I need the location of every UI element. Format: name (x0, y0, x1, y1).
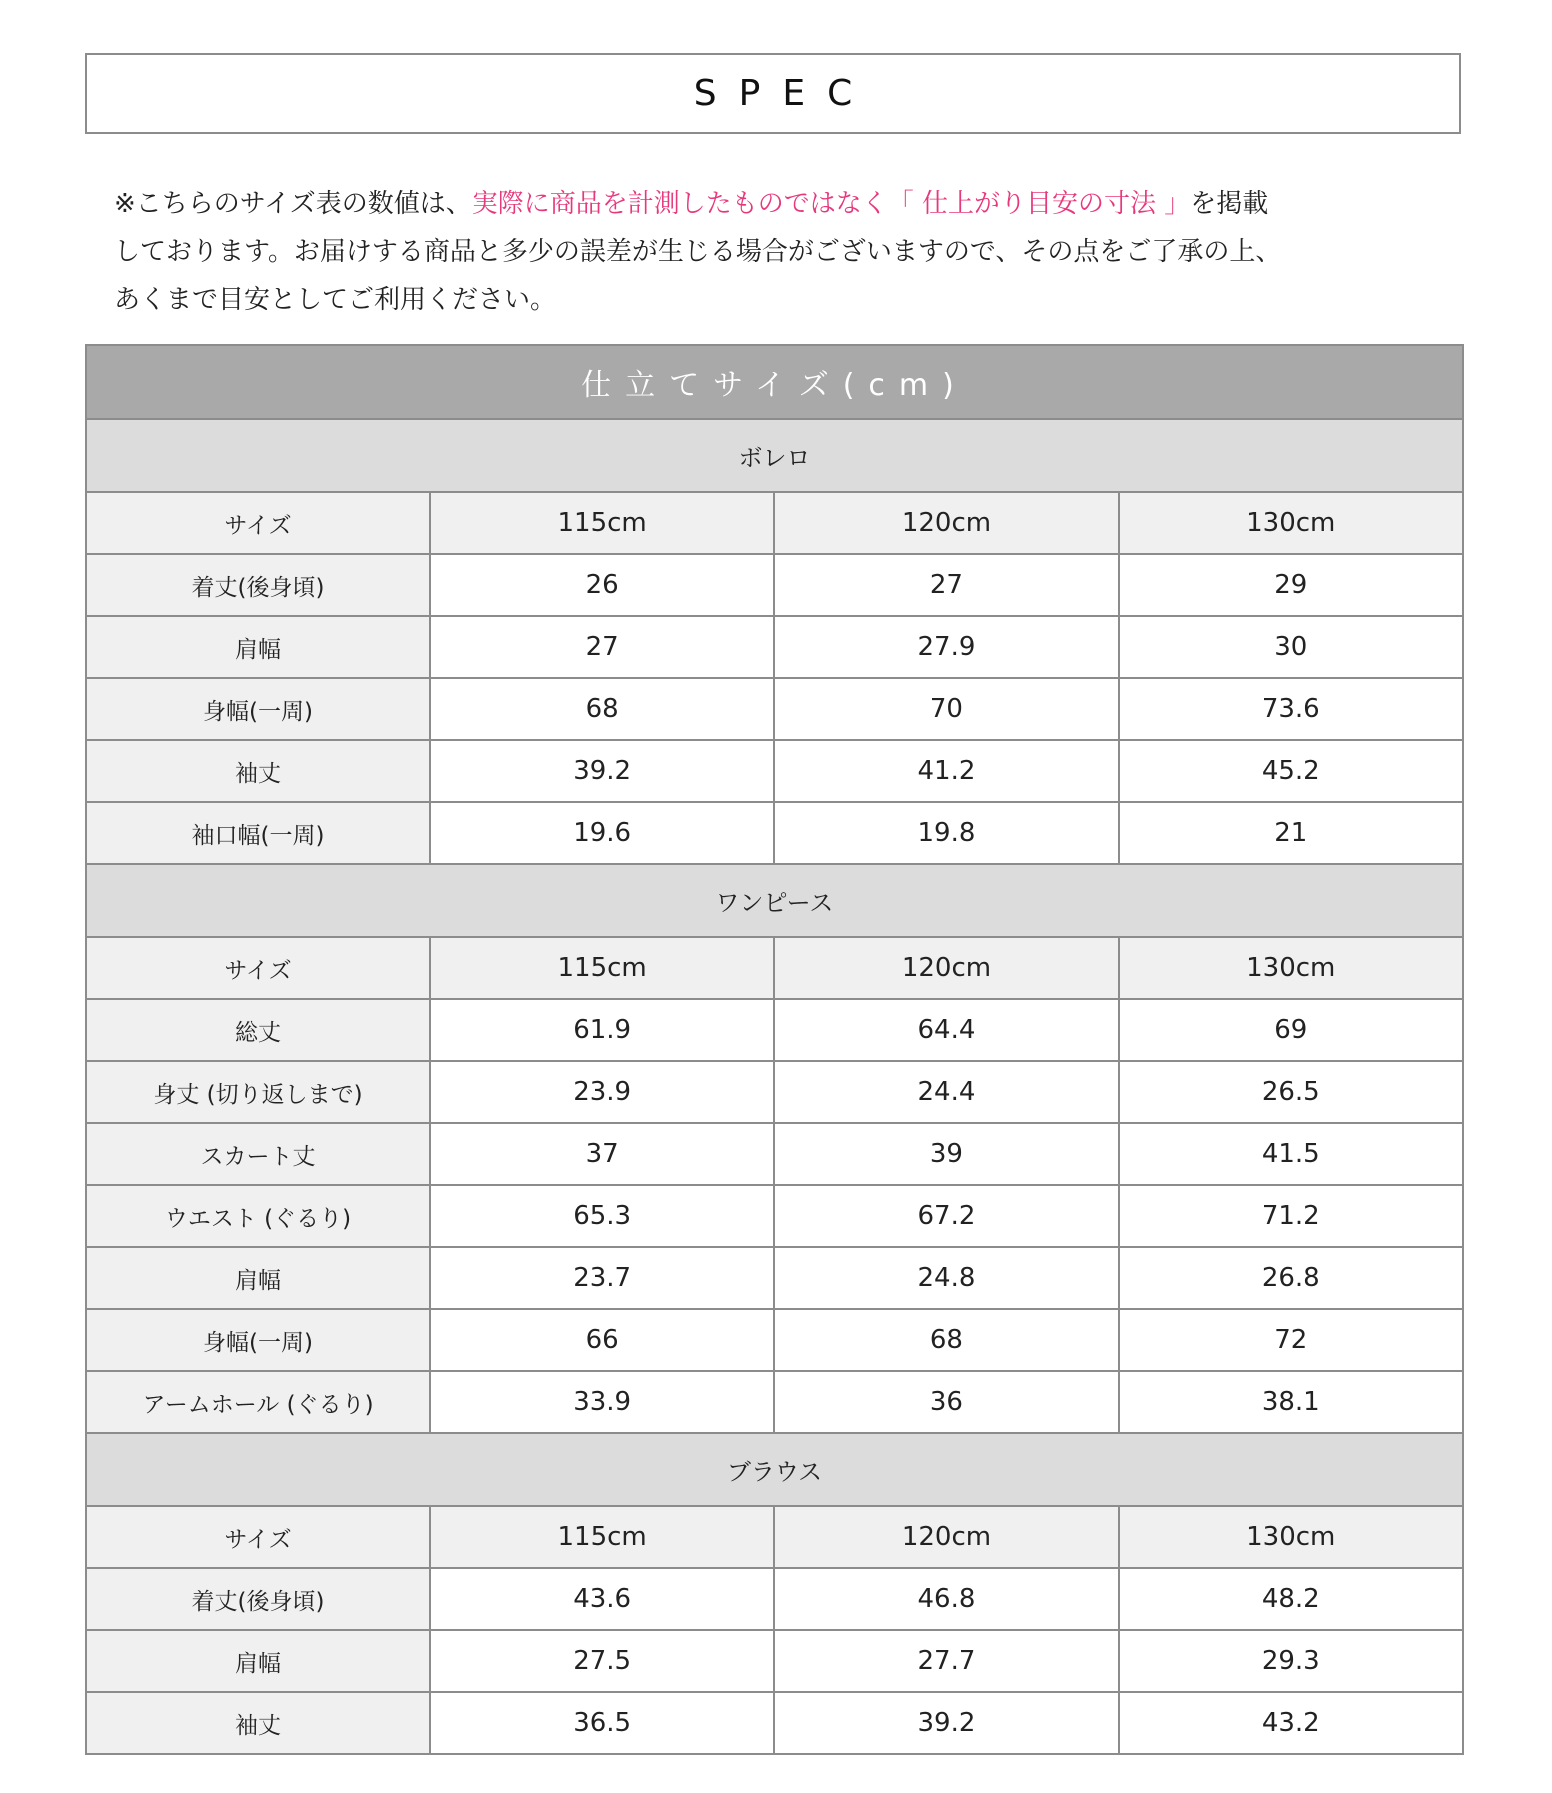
notice-line-1-post: を掲載 (1190, 189, 1269, 219)
row-label: 着丈(後身頃) (86, 554, 430, 616)
table-row (86, 1123, 1463, 1185)
table-row (86, 616, 1463, 678)
table-row (86, 740, 1463, 802)
row-label: 袖丈 (86, 740, 430, 802)
row-label: 身幅(一周) (86, 678, 430, 740)
table-row (86, 1185, 1463, 1247)
row-label: 袖丈 (86, 1692, 430, 1754)
measurement-cell: 41.2 (774, 740, 1118, 802)
row-label: サイズ (86, 1506, 430, 1568)
table-row (86, 1630, 1463, 1692)
section-header-row (86, 864, 1463, 937)
measurement-cell: 73.6 (1119, 678, 1463, 740)
measurement-cell: 24.4 (774, 1061, 1118, 1123)
row-label: 肩幅 (86, 616, 430, 678)
row-label: ウエスト (ぐるり) (86, 1185, 430, 1247)
measurement-cell: 27.9 (774, 616, 1118, 678)
row-label: アームホール (ぐるり) (86, 1371, 430, 1433)
measurement-cell: 61.9 (430, 999, 774, 1061)
measurement-cell: 21 (1119, 802, 1463, 864)
measurement-cell: 69 (1119, 999, 1463, 1061)
size-column-header: 115cm (430, 1506, 774, 1568)
size-notice (114, 180, 1454, 324)
measurement-cell: 23.9 (430, 1061, 774, 1123)
notice-line-2: しております。お届けする商品と多少の誤差が生じる場合がございますので、その点をご了承の上、 (114, 237, 1282, 267)
measurement-cell: 26 (430, 554, 774, 616)
size-header-row (86, 937, 1463, 999)
measurement-cell: 72 (1119, 1309, 1463, 1371)
table-main-header: 仕立てサイズ(cm) (86, 345, 1463, 419)
measurement-cell: 64.4 (774, 999, 1118, 1061)
size-header-row (86, 1506, 1463, 1568)
measurement-cell: 27 (774, 554, 1118, 616)
size-header-row (86, 492, 1463, 554)
table-row (86, 999, 1463, 1061)
measurement-cell: 46.8 (774, 1568, 1118, 1630)
measurement-cell: 45.2 (1119, 740, 1463, 802)
measurement-cell: 36 (774, 1371, 1118, 1433)
row-label: 総丈 (86, 999, 430, 1061)
notice-highlight: 実際に商品を計測したものではなく「 仕上がり目安の寸法 」 (471, 189, 1191, 219)
measurement-cell: 71.2 (1119, 1185, 1463, 1247)
row-label: 肩幅 (86, 1630, 430, 1692)
measurement-cell: 37 (430, 1123, 774, 1185)
table-row (86, 1247, 1463, 1309)
measurement-cell: 65.3 (430, 1185, 774, 1247)
row-label: 身幅(一周) (86, 1309, 430, 1371)
measurement-cell: 19.8 (774, 802, 1118, 864)
measurement-cell: 68 (430, 678, 774, 740)
measurement-cell: 19.6 (430, 802, 774, 864)
size-column-header: 115cm (430, 492, 774, 554)
section-title: ボレロ (86, 419, 1463, 492)
section-title: ワンピース (86, 864, 1463, 937)
section-header-row (86, 1433, 1463, 1506)
measurement-cell: 30 (1119, 616, 1463, 678)
row-label: 着丈(後身頃) (86, 1568, 430, 1630)
notice-line-1 (114, 180, 1454, 228)
measurement-cell: 27 (430, 616, 774, 678)
measurement-cell: 68 (774, 1309, 1118, 1371)
measurement-cell: 26.8 (1119, 1247, 1463, 1309)
measurement-cell: 27.5 (430, 1630, 774, 1692)
table-row (86, 1371, 1463, 1433)
table-row (86, 1568, 1463, 1630)
size-column-header: 130cm (1119, 492, 1463, 554)
section-header-row (86, 419, 1463, 492)
row-label: スカート丈 (86, 1123, 430, 1185)
table-row (86, 1692, 1463, 1754)
measurement-cell: 39.2 (774, 1692, 1118, 1754)
measurement-cell: 29 (1119, 554, 1463, 616)
size-column-header: 120cm (774, 937, 1118, 999)
size-column-header: 130cm (1119, 1506, 1463, 1568)
measurement-cell: 29.3 (1119, 1630, 1463, 1692)
measurement-cell: 26.5 (1119, 1061, 1463, 1123)
size-column-header: 130cm (1119, 937, 1463, 999)
measurement-cell: 67.2 (774, 1185, 1118, 1247)
row-label: 袖口幅(一周) (86, 802, 430, 864)
table-row (86, 1309, 1463, 1371)
measurement-cell: 48.2 (1119, 1568, 1463, 1630)
measurement-cell: 66 (430, 1309, 774, 1371)
spec-title: SPEC (693, 73, 875, 114)
section-title: ブラウス (86, 1433, 1463, 1506)
row-label: 身丈 (切り返しまで) (86, 1061, 430, 1123)
measurement-cell: 41.5 (1119, 1123, 1463, 1185)
measurement-cell: 36.5 (430, 1692, 774, 1754)
notice-line-1-pre: ※こちらのサイズ表の数値は、 (114, 189, 472, 219)
measurement-cell: 43.2 (1119, 1692, 1463, 1754)
size-column-header: 120cm (774, 1506, 1118, 1568)
measurement-cell: 27.7 (774, 1630, 1118, 1692)
measurement-cell: 38.1 (1119, 1371, 1463, 1433)
notice-line-3: あくまで目安としてご利用ください。 (114, 285, 557, 315)
table-row (86, 802, 1463, 864)
spec-heading-box (85, 53, 1461, 134)
measurement-cell: 33.9 (430, 1371, 774, 1433)
measurement-cell: 39.2 (430, 740, 774, 802)
row-label: 肩幅 (86, 1247, 430, 1309)
measurement-cell: 39 (774, 1123, 1118, 1185)
table-row (86, 554, 1463, 616)
measurement-cell: 23.7 (430, 1247, 774, 1309)
size-column-header: 120cm (774, 492, 1118, 554)
measurement-cell: 70 (774, 678, 1118, 740)
row-label: サイズ (86, 937, 430, 999)
size-table (85, 344, 1464, 1755)
measurement-cell: 24.8 (774, 1247, 1118, 1309)
table-main-header-row (86, 345, 1463, 419)
measurement-cell: 43.6 (430, 1568, 774, 1630)
table-row (86, 678, 1463, 740)
table-row (86, 1061, 1463, 1123)
size-column-header: 115cm (430, 937, 774, 999)
row-label: サイズ (86, 492, 430, 554)
